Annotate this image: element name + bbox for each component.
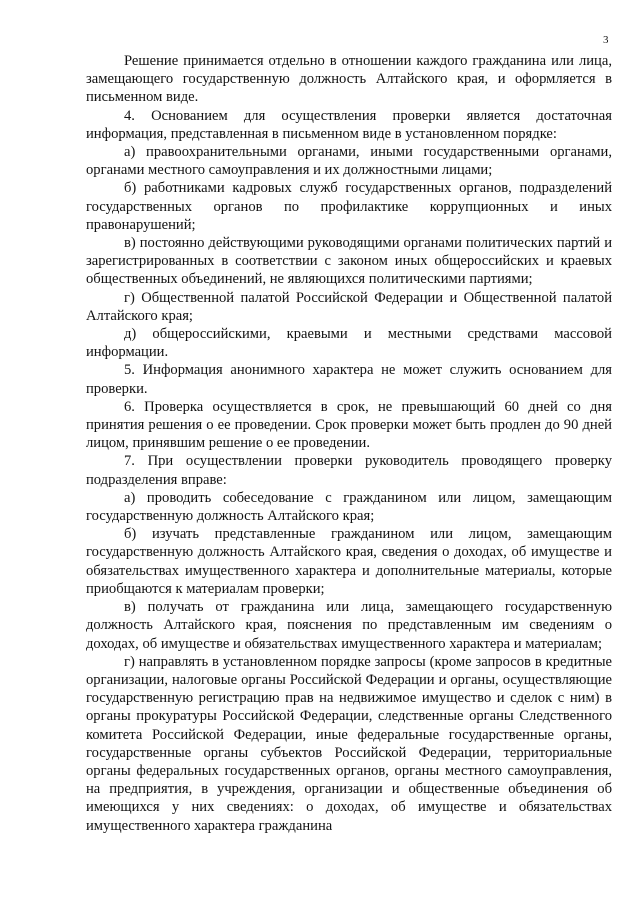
paragraph-4g: г) Общественной палатой Российской Федерации и Общественной палатой Алтайского края; bbox=[86, 289, 612, 324]
paragraph-7v: в) получать от гражданина или лица, замещающего государственную должность Алтайского края, пояснения по представленным им сведениям о доходах, об имуществе и обязательствах имущественного характера и материалам; bbox=[86, 599, 612, 652]
paragraph-4d: д) общероссийскими, краевыми и местными средствами массовой информации. bbox=[86, 326, 612, 361]
paragraph-4b: б) работниками кадровых служб государственных органов, подразделений государственных органов по профилактике коррупционных и иных правонарушений; bbox=[86, 180, 612, 233]
paragraph-4-grounds: 4. Основанием для осуществления проверки является достаточная информация, представленная в письменном виде в установленном порядке: bbox=[86, 107, 612, 142]
paragraph-4v: в) постоянно действующими руководящими органами политических партий и зарегистрированных в соответствии с законом иных общероссийских и краевых общественных объединений, не являющихся политическими партиями; bbox=[86, 235, 612, 288]
page-number: 3 bbox=[603, 34, 609, 46]
document-body bbox=[86, 52, 612, 835]
paragraph-7-rights: 7. При осуществлении проверки руководитель проводящего проверку подразделения вправе: bbox=[86, 453, 612, 488]
paragraph-decision-form: Решение принимается отдельно в отношении каждого гражданина или лица, замещающего государственную должность Алтайского края, и оформляется в письменном виде. bbox=[86, 53, 612, 106]
paragraph-7g: г) направлять в установленном порядке запросы (кроме запросов в кредитные организации, налоговые органы Российской Федерации и органы, осуществляющие государственную регистрацию прав на недвижимое имущество и сделок с ним) в органы прокуратуры Российской Федерации, следственные органы Следственного комитета Российской Федерации, иные федеральные государственные органы, государственные органы субъектов Российской Федерации, территориальные органы федеральных государственных органов, органы местного самоуправления, на предприятия, в учреждения, организации и общественные объединения об имеющихся у них сведениях: о доходах, об имуществе и обязательствах имущественного характера гражданина bbox=[86, 653, 612, 834]
paragraph-7a: а) проводить собеседование с гражданином или лицом, замещающим государственную должность Алтайского края; bbox=[86, 489, 612, 525]
paragraph-4a: а) правоохранительными органами, иными государственными органами, органами местного самоуправления и их должностными лицами; bbox=[86, 144, 612, 179]
paragraph-7b: б) изучать представленные гражданином или лицом, замещающим государственную должность Алтайского края, сведения о доходах, об имуществе и обязательствах имущественного характера и дополнительные материалы, которые приобщаются к материалам проверки; bbox=[86, 526, 612, 597]
paragraph-6-term: 6. Проверка осуществляется в срок, не превышающий 60 дней со дня принятия решения о ее проведении. Срок проверки может быть продлен до 90 дней лицом, принявшим решение о ее проведении. bbox=[86, 398, 612, 452]
paragraph-5-anonymous: 5. Информация анонимного характера не может служить основанием для проверки. bbox=[86, 362, 612, 397]
